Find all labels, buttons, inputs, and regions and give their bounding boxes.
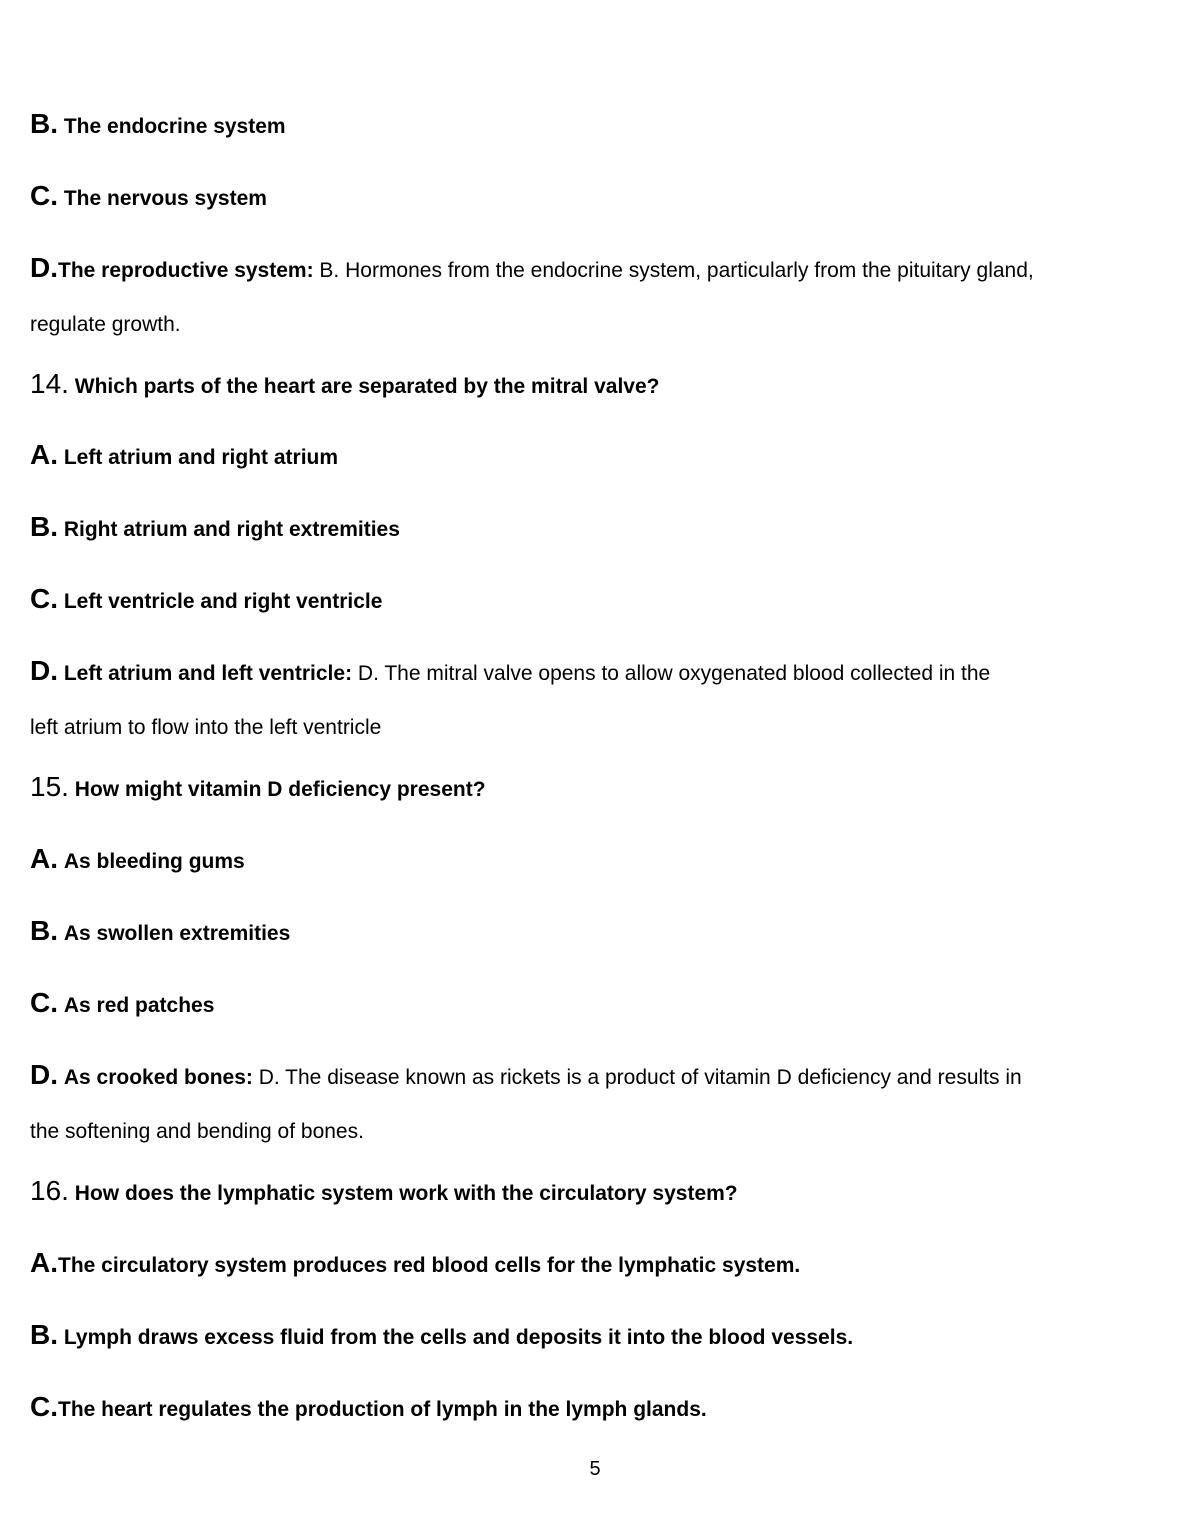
option-letter: D. (30, 1059, 58, 1090)
option-text: Lymph draws excess fluid from the cells and deposits it into the blood vessels. (63, 1326, 854, 1349)
question-line (30, 370, 659, 401)
option-line (30, 917, 290, 948)
explanation-continuation (30, 311, 181, 339)
question-text: How does the lymphatic system work with the circulatory system? (74, 1182, 738, 1205)
option-line (30, 182, 267, 213)
option-line (30, 585, 382, 616)
option-text: As swollen extremities (63, 922, 291, 945)
option-letter: C. (30, 583, 58, 614)
option-text: As red patches (63, 994, 215, 1017)
option-letter: A. (30, 843, 58, 874)
option-letter: C. (30, 1391, 58, 1422)
option-line-answer (30, 1061, 1022, 1092)
option-text: The heart regulates the production of lymph in the lymph glands. (58, 1398, 707, 1421)
option-line (30, 513, 400, 544)
option-line (30, 845, 245, 876)
option-letter: D. (30, 252, 58, 283)
option-text: The reproductive system: (58, 259, 314, 282)
option-letter: B. (30, 511, 58, 542)
option-text: As crooked bones: (63, 1066, 253, 1089)
option-line (30, 441, 338, 472)
option-text: Left atrium and left ventricle: (63, 662, 353, 685)
option-line-answer (30, 657, 990, 688)
question-text: Which parts of the heart are separated by the mitral valve? (74, 375, 660, 398)
option-text: The nervous system (63, 187, 267, 210)
page-number: 5 (589, 1458, 601, 1480)
option-letter: B. (30, 915, 58, 946)
answer-explanation: B. Hormones from the endocrine system, particularly from the pituitary gland, (313, 259, 1034, 282)
explanation-text: the softening and bending of bones. (30, 1120, 364, 1143)
question-number: 14. (30, 368, 69, 399)
explanation-text: left atrium to flow into the left ventricle (30, 716, 382, 739)
option-line (30, 989, 214, 1020)
option-text: The circulatory system produces red blood cells for the lymphatic system. (58, 1254, 801, 1277)
explanation-continuation (30, 1118, 364, 1146)
answer-explanation: D. The mitral valve opens to allow oxygenated blood collected in the (352, 662, 991, 685)
option-line (30, 1249, 800, 1280)
question-number: 15. (30, 771, 69, 802)
option-letter: D. (30, 655, 58, 686)
option-letter: A. (30, 1247, 58, 1278)
explanation-continuation (30, 714, 381, 742)
option-text: As bleeding gums (63, 850, 245, 873)
option-line-answer (30, 254, 1034, 285)
option-text: Right atrium and right extremities (63, 518, 400, 541)
option-letter: A. (30, 439, 58, 470)
question-number: 16. (30, 1175, 69, 1206)
option-letter: B. (30, 1319, 58, 1350)
answer-explanation: D. The disease known as rickets is a product of vitamin D deficiency and results in (252, 1066, 1022, 1089)
option-line (30, 1393, 707, 1424)
question-text: How might vitamin D deficiency present? (74, 778, 486, 801)
question-line (30, 773, 486, 804)
option-line (30, 110, 286, 141)
question-line (30, 1177, 738, 1208)
option-letter: C. (30, 987, 58, 1018)
option-line (30, 1321, 853, 1352)
option-letter: B. (30, 108, 58, 139)
explanation-text: regulate growth. (30, 313, 181, 336)
option-text: The endocrine system (63, 115, 286, 138)
option-text: Left ventricle and right ventricle (63, 590, 383, 613)
option-text: Left atrium and right atrium (63, 446, 339, 469)
option-letter: C. (30, 180, 58, 211)
